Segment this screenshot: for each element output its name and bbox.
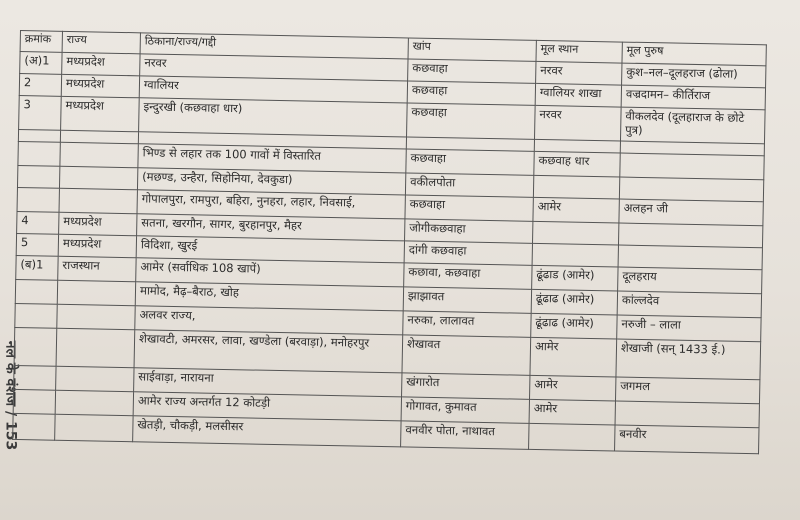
cell-clan: कछवाहा [407, 103, 536, 139]
cell-serial [18, 129, 60, 142]
cell-origin: आमेर [529, 399, 615, 425]
cell-seat: मामोद, मैढ़–बैराठ, खोह [135, 282, 403, 311]
cell-founder: कुश–नल–दूलहराज (ढोला) [622, 63, 766, 88]
cell-state [57, 280, 135, 305]
cell-serial [14, 327, 57, 366]
cell-serial: 4 [17, 211, 59, 234]
header-origin-place: मूल स्थान [536, 40, 622, 63]
cell-founder [619, 177, 763, 202]
side-caption-text: नल के वंशज / 153 [2, 340, 19, 451]
cell-origin [529, 423, 615, 451]
cell-origin: ढूंढाढ (आमेर) [531, 313, 617, 339]
cell-state [55, 390, 133, 415]
cell-origin: आमेर [530, 375, 616, 401]
cell-clan: झाझावत [403, 287, 531, 313]
cell-seat: खेतड़ी, चौकड़ी, मलसीसर [133, 416, 401, 447]
header-clan: खांप [408, 38, 536, 61]
cell-clan: खंगारोत [402, 373, 530, 399]
cell-state: मध्यप्रदेश [58, 234, 136, 257]
lineage-table [12, 30, 767, 454]
cell-clan: नरुका, लालावत [403, 311, 531, 337]
cell-clan: गोगावत, कुमावत [401, 397, 529, 423]
cell-serial [18, 141, 60, 166]
cell-founder: बनवीर [615, 425, 759, 454]
cell-clan: वनवीर पोता, नाथावत [401, 421, 529, 449]
cell-serial [14, 365, 56, 390]
cell-origin: नरवर [536, 61, 622, 85]
cell-founder: नरुजी – लाला [617, 315, 761, 342]
cell-founder: वीकलदेव (दूलहाराज के छोटे पुत्र) [620, 107, 765, 144]
cell-seat: गोपालपुरा, रामपुरा, बहिरा, नुनहरा, लहार, निवसाई, [137, 190, 405, 219]
cell-state [57, 304, 135, 329]
cell-origin [533, 175, 619, 199]
cell-seat: विदिशा, खुरई [136, 236, 404, 263]
cell-clan: जोगीकछवाहा [405, 219, 533, 243]
cell-seat: (मछण्ड, उन्हैरा, सिहोनिया, देवकुडा) [137, 168, 405, 195]
cell-founder [620, 153, 764, 180]
cell-origin [532, 221, 618, 245]
cell-seat: इन्दुरखी (कछवाहा धार) [139, 98, 408, 137]
cell-founder: जगमल [615, 377, 759, 404]
cell-state: मध्यप्रदेश [62, 52, 140, 75]
cell-clan: दांगी कछवाहा [404, 241, 532, 265]
cell-serial: 5 [16, 233, 58, 256]
cell-clan: शेखावत [402, 335, 531, 375]
cell-clan: कछवाहा [405, 195, 533, 221]
header-serial: क्रमांक [20, 31, 62, 53]
cell-origin: नरवर [534, 105, 621, 141]
cell-seat: अलवर राज्य, [135, 306, 403, 335]
cell-seat: भिण्ड से लहार तक 100 गावों में विस्तारित [138, 144, 406, 173]
cell-seat: आमेर (सर्वाधिक 108 खापें) [136, 258, 404, 287]
cell-origin: आमेर [533, 197, 619, 223]
cell-origin: ढूंढाड (आमेर) [532, 265, 618, 291]
cell-origin: आमेर [530, 337, 617, 377]
cell-serial: (अ)1 [20, 52, 62, 75]
cell-serial [17, 165, 59, 188]
cell-state: राजस्थान [58, 256, 136, 281]
cell-serial [15, 303, 57, 328]
cell-origin: ढूंढाढ (आमेर) [531, 289, 617, 315]
cell-seat: साईवाड़ा, नारायना [134, 368, 402, 397]
cell-serial: (ब)1 [16, 255, 58, 280]
cell-founder: शेखाजी (सन् 1433 ई.) [616, 339, 761, 380]
cell-founder: कांल्लदेव [617, 291, 761, 318]
cell-state [56, 366, 134, 391]
cell-founder [615, 401, 759, 428]
cell-state: मध्यप्रदेश [61, 96, 140, 131]
cell-clan: कछवाहा [407, 81, 535, 105]
cell-serial [15, 279, 57, 304]
cell-founder: अलहन जी [619, 199, 763, 226]
cell-state [59, 188, 137, 213]
cell-founder [618, 245, 762, 270]
cell-state: मध्यप्रदेश [59, 212, 137, 235]
cell-serial: 2 [19, 74, 61, 97]
header-seat: ठिकाना/राज्य/गद्दी [140, 33, 408, 59]
header-founder: मूल पुरुष [622, 42, 766, 66]
cell-clan: कछावा, कछवाहा [404, 263, 532, 289]
cell-seat: शेखावटी, अमरसर, लावा, खण्डेला (बरवाड़ा), मनोहरपुर [134, 330, 403, 373]
cell-founder [618, 223, 762, 248]
cell-origin [532, 243, 618, 267]
cell-serial [13, 389, 55, 414]
cell-clan: वकीलपोता [405, 173, 533, 197]
cell-founder: दूलहराय [618, 267, 762, 294]
cell-seat: सतना, खरगौन, सागर, बुरहानपुर, मैहर [137, 214, 405, 241]
cell-state: मध्यप्रदेश [61, 74, 139, 97]
cell-origin: कछवाह धार [534, 151, 620, 177]
cell-state [60, 142, 138, 167]
cell-state [56, 328, 135, 367]
cell-state [55, 414, 133, 441]
cell-origin: ग्वालियर शाखा [535, 83, 621, 107]
cell-seat: नरवर [140, 54, 408, 81]
cell-serial: 3 [19, 95, 62, 130]
cell-serial [17, 187, 59, 212]
cell-founder: वज्रदामन– कीर्तिराज [621, 85, 765, 110]
cell-clan: कछवाहा [408, 59, 536, 83]
cell-seat: आमेर राज्य अन्तर्गत 12 कोटड़ी [133, 392, 401, 421]
cell-state [59, 166, 137, 189]
cell-clan: कछवाहा [406, 149, 534, 175]
header-state: राज्य [62, 31, 140, 53]
cell-seat: ग्वालियर [139, 76, 407, 103]
cell-serial [13, 413, 55, 440]
